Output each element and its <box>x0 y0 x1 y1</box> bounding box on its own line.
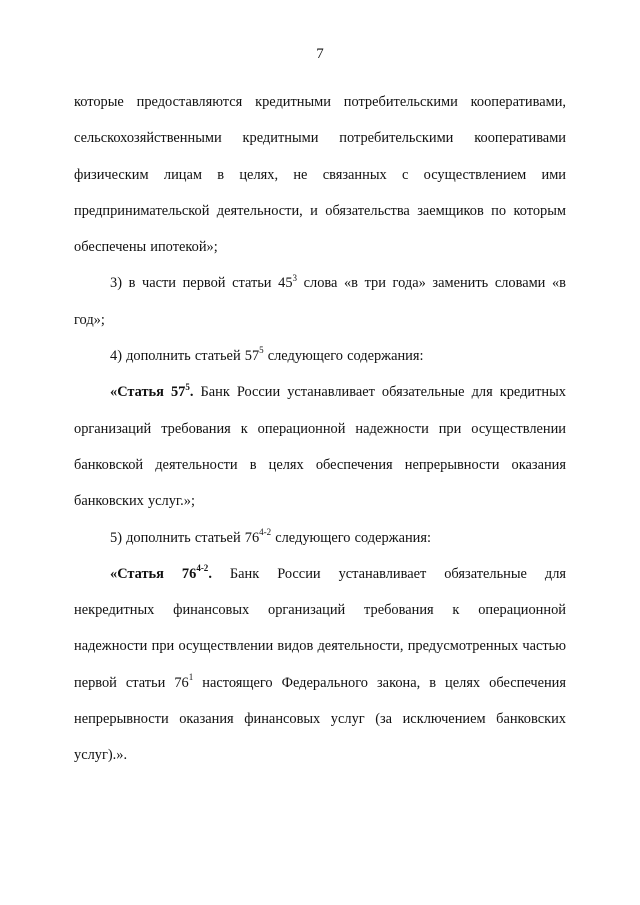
article-76-4-2-text-superscript: 1 <box>188 671 194 682</box>
page-number: 7 <box>316 46 324 62</box>
article-57-5-heading-superscript: 5 <box>185 381 190 392</box>
item-5-superscript: 4-2 <box>259 526 272 537</box>
paragraph-article-76-4-2 <box>74 556 566 774</box>
paragraph-item-4 <box>74 338 566 374</box>
paragraph-item-5 <box>74 520 566 556</box>
article-57-5-heading-text: «Статья 57 <box>110 384 186 401</box>
paragraph-continuation: которые предоставляются кредитными потребительскими кооперативами, сельскохозяйственными кредитными потребительскими кооперативами физическим лицам в целях, не связанных с осуществлением ими предпринимательской деятельности, и обязательства заемщиков по которым обеспечены ипотекой»; <box>74 94 566 256</box>
item-4-text-end: следующего содержания: <box>263 348 424 365</box>
item-3-superscript: 3 <box>292 272 298 283</box>
item-3-text: 3) в части первой статьи 45 <box>110 275 293 292</box>
paragraph-article-57-5 <box>74 374 566 519</box>
article-76-4-2-heading <box>110 563 212 582</box>
article-57-5-text: Банк России устанавливает обязательные для кредитных организаций требования к операционной надежности при осуществлении банковской деятельности в целях обеспечения непрерывности оказания банковских услуг.»; <box>74 384 566 510</box>
item-3-text-end: слова «в три года» заменить словами «в год»; <box>74 275 566 328</box>
document-body <box>74 84 566 774</box>
article-57-5-heading-dot: . <box>189 384 194 401</box>
article-57-5-heading <box>110 381 194 401</box>
article-76-4-2-heading-text: «Статья 76 <box>110 565 197 582</box>
article-76-4-2-text: Банк России устанавливает обязательные для некредитных финансовых организаций требования к операционной надежности при осуществлении видов деятельности, предусмотренных частью первой статьи 76 <box>74 565 566 691</box>
item-5-text-end: следующего содержания: <box>271 529 431 546</box>
article-76-4-2-heading-superscript: 4-2 <box>196 563 209 574</box>
paragraph-item-3 <box>74 265 566 338</box>
item-5-text: 5) дополнить статьей 76 <box>110 529 260 546</box>
article-76-4-2-heading-dot: . <box>208 565 212 582</box>
item-4-text: 4) дополнить статьей 57 <box>110 348 260 365</box>
item-4-superscript: 5 <box>259 345 264 356</box>
article-76-4-2-text-end: настоящего Федерального закона, в целях обеспечения непрерывности оказания финансовых услуг (за исключением банковских услуг).». <box>74 674 566 764</box>
